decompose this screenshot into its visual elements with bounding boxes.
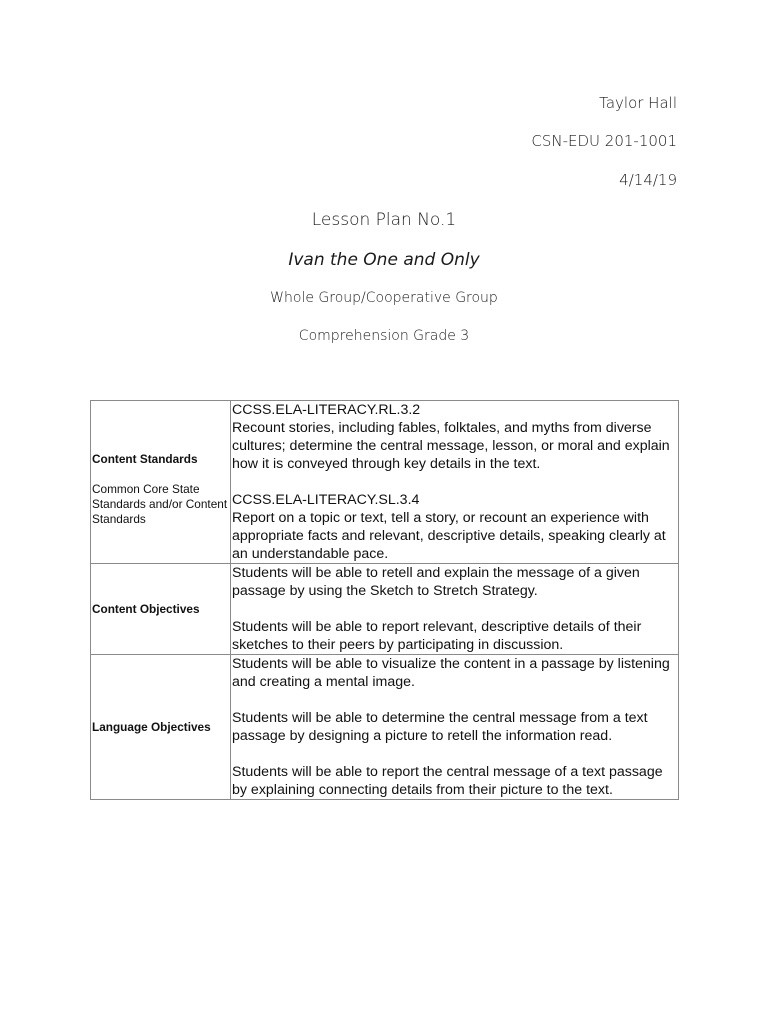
- document-date: 4/14/19: [619, 171, 677, 189]
- content-objectives-label: Content Objectives: [92, 602, 200, 616]
- content-standards-cell: [231, 401, 679, 564]
- language-objective-1: Students will be able to visualize the content in a passage by listening and creating a mental image.: [232, 656, 670, 690]
- book-title: Ivan the One and Only: [288, 250, 480, 270]
- content-standards-sublabel: Common Core State Standards and/or Content Standards: [92, 481, 228, 526]
- table-row-content-objectives: [91, 564, 679, 655]
- standard-1-code: CCSS.ELA-LITERACY.RL.3.2: [232, 402, 421, 418]
- content-standards-label: Content Standards: [92, 451, 198, 466]
- language-objectives-label-cell: [91, 655, 231, 800]
- language-objective-2: Students will be able to determine the central message from a text passage by designing a picture to retell the information read.: [232, 710, 648, 744]
- content-objectives-cell: [231, 564, 679, 655]
- course-code: CSN-EDU 201-1001: [531, 132, 677, 150]
- language-objective-3: Students will be able to report the central message of a text passage by explaining connecting details from their picture to the text.: [232, 764, 663, 798]
- language-objectives-label: Language Objectives: [92, 720, 211, 734]
- content-objectives-label-cell: [91, 564, 231, 655]
- language-objectives-cell: [231, 655, 679, 800]
- lesson-plan-table: [90, 400, 679, 800]
- lesson-plan-title: Lesson Plan No.1: [311, 210, 457, 230]
- standard-2-text: Report on a topic or text, tell a story, or recount an experience with appropriate facts and relevant, descriptive details, speaking clearly at an understandable pace.: [232, 510, 666, 562]
- table-row-content-standards: [91, 401, 679, 564]
- content-objective-2: Students will be able to report relevant, descriptive details of their sketches to their peers by participating in discussion.: [232, 619, 642, 653]
- content-standards-label-cell: [91, 401, 231, 564]
- content-objective-1: Students will be able to retell and explain the message of a given passage by using the Sketch to Stretch Strategy.: [232, 565, 640, 599]
- standard-1-text: Recount stories, including fables, folktales, and myths from diverse cultures; determine the central message, lesson, or moral and explain how it is conveyed through key details in the text.: [232, 420, 670, 472]
- author-name: Taylor Hall: [599, 94, 677, 112]
- table-row-language-objectives: [91, 655, 679, 800]
- standard-2-code: CCSS.ELA-LITERACY.SL.3.4: [232, 492, 420, 508]
- grouping-line: Whole Group/Cooperative Group: [270, 290, 498, 306]
- focus-line: Comprehension Grade 3: [298, 328, 470, 344]
